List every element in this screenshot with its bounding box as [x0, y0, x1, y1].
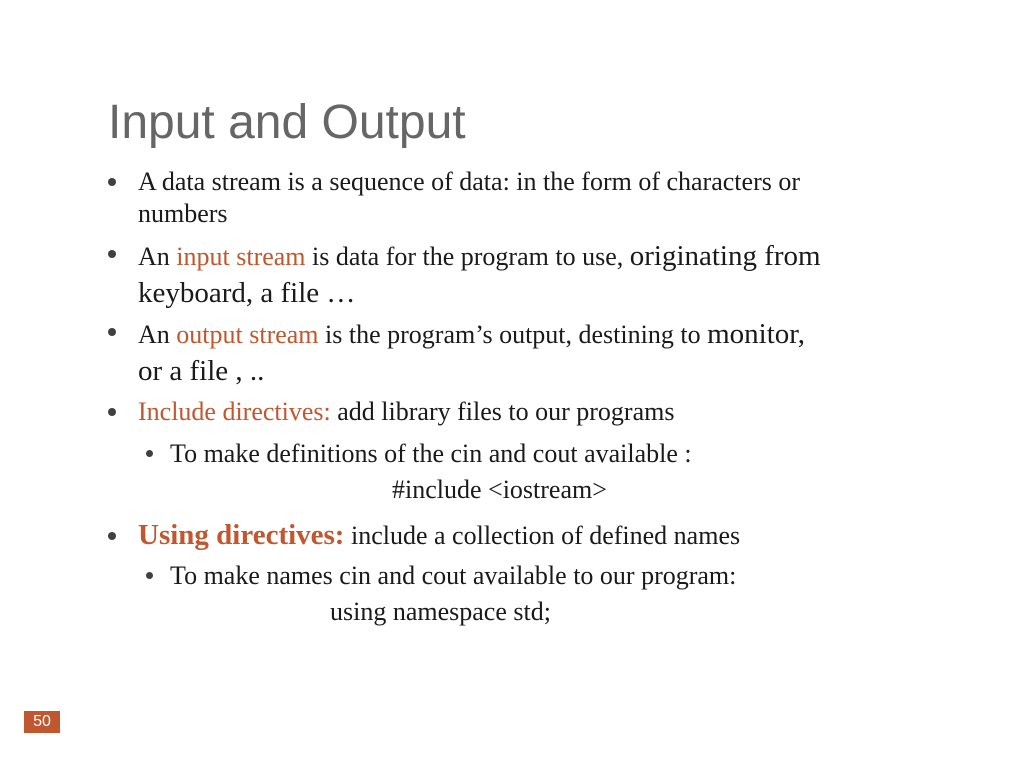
bullet-text: monitor, [707, 318, 805, 350]
bullet-text: An [138, 320, 177, 349]
bullet-text: add library files to our programs [330, 397, 675, 426]
bullet-text-line: keyboard, a file … [138, 277, 356, 309]
bullet-dot-icon [108, 408, 116, 416]
input-stream-term: input stream [176, 242, 306, 271]
page-number-badge: 50 [24, 711, 60, 733]
bullet-text: An [138, 242, 177, 271]
slide-title: Input and Output [108, 96, 466, 149]
include-code-line: #include <iostream> [392, 475, 607, 504]
bullet-dot-icon [108, 178, 116, 186]
bullet-dot-icon [108, 250, 116, 258]
bullet-text: is the program’s output, destining to [318, 320, 708, 349]
bullet-dot-icon [108, 532, 116, 540]
include-directives-term: Include directives: [138, 397, 331, 426]
using-directives-term: Using directives: [138, 519, 345, 551]
bullet-text-line: or a file , .. [138, 355, 265, 387]
bullet-text-line: A data stream is a sequence of data: in the form of characters or [138, 167, 800, 196]
bullet-text: originating from [629, 240, 821, 272]
bullet-dot-icon [108, 328, 116, 336]
bullet-text-line: numbers [138, 199, 228, 228]
sub-bullet-text: To make definitions of the cin and cout available : [170, 439, 692, 468]
sub-bullet-dot-icon [146, 450, 153, 457]
using-code-line: using namespace std; [330, 597, 551, 626]
sub-bullet-dot-icon [146, 572, 153, 579]
bullet-text: include a collection of defined names [344, 521, 741, 550]
output-stream-term: output stream [176, 320, 319, 349]
sub-bullet-text: To make names cin and cout available to our program: [170, 561, 737, 590]
bullet-text: is data for the program to use, [305, 242, 630, 271]
